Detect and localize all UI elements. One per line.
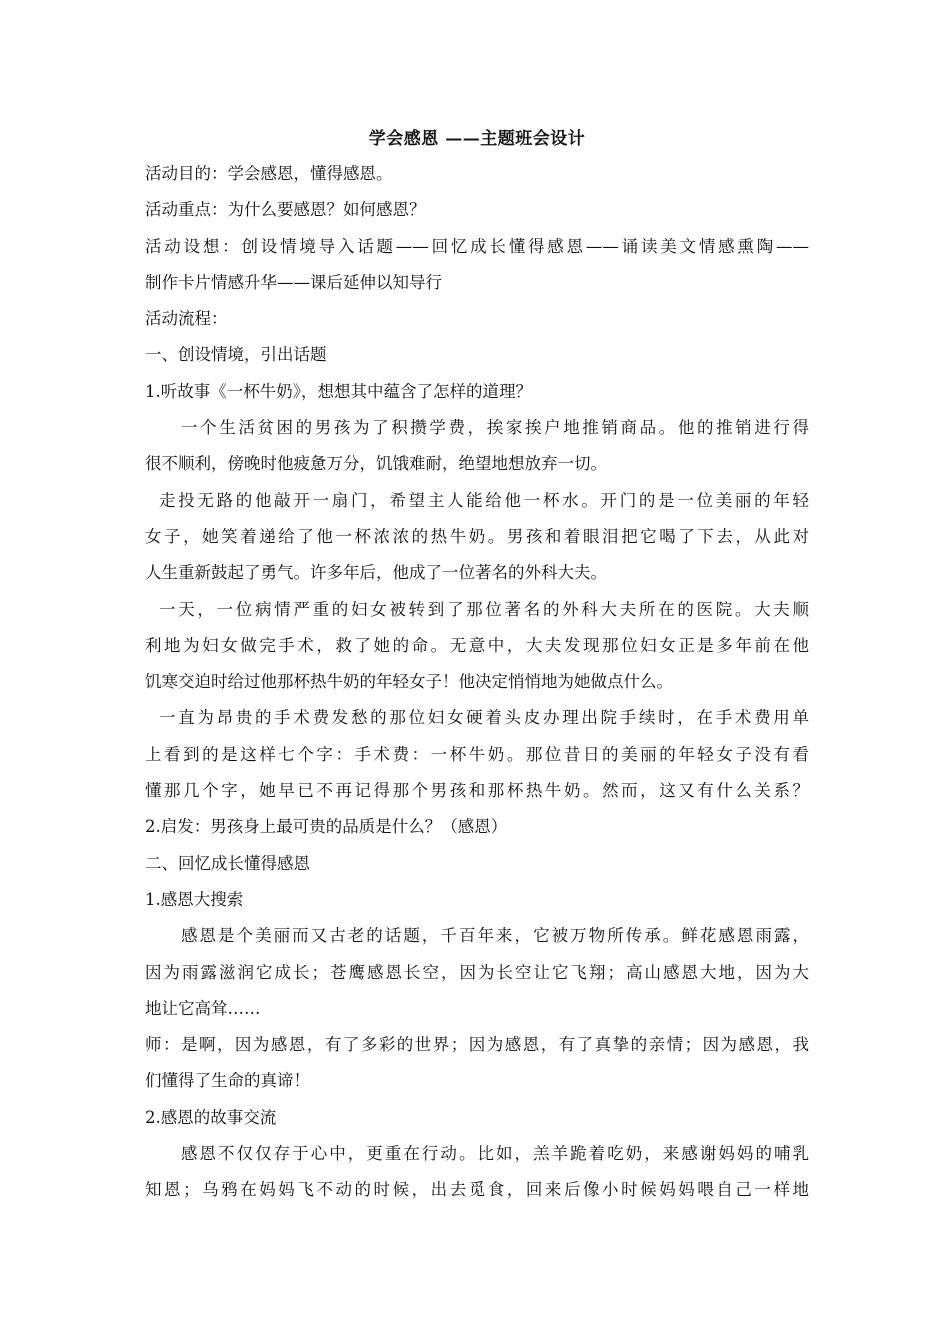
section-heading-1: 一、创设情境，引出话题 (145, 345, 327, 365)
paragraph-line: 地让它高耸…… (145, 998, 261, 1018)
story-line: 一个生活贫困的男孩为了积攒学费，挨家挨户地推销商品。他的推销进行得 (181, 418, 809, 438)
paragraph-line: 因为雨露滋润它成长；苍鹰感恩长空，因为长空让它飞翔；高山感恩大地，因为大 (145, 962, 809, 982)
teacher-line: 师：是啊，因为感恩，有了多彩的世界；因为感恩，有了真挚的亲情；因为感恩，我 (145, 1035, 809, 1055)
text-line-process: 活动流程： (145, 309, 228, 329)
text-line-plan-cont: 制作卡片情感升华——课后延伸以知导行 (145, 272, 442, 292)
story-line: 懂那几个字，她早已不再记得那个男孩和那杯热牛奶。然而，这又有什么关系？ (145, 781, 809, 801)
teacher-line: 们懂得了生命的真谛！ (145, 1071, 310, 1091)
story-line: 一天，一位病情严重的妇女被转到了那位著名的外科大夫所在的医院。大夫顺 (159, 599, 809, 619)
section-heading-2: 二、回忆成长懂得感恩 (145, 853, 310, 873)
subheading-stories: 2.感恩的故事交流 (145, 1107, 277, 1127)
subheading-inspire: 2.启发：男孩身上最可贵的品质是什么？（感恩） (145, 817, 508, 837)
story-line: 走投无路的他敲开一扇门，希望主人能给他一杯水。开门的是一位美丽的年轻 (159, 490, 809, 510)
text-line-focus: 活动重点：为什么要感恩？如何感恩？ (145, 200, 426, 220)
story-line: 人生重新鼓起了勇气。许多年后，他成了一位著名的外科大夫。 (145, 563, 607, 583)
subheading-search: 1.感恩大搜索 (145, 889, 244, 909)
story-line: 很不顺利，傍晚时他疲惫万分，饥饿难耐，绝望地想放弃一切。 (145, 454, 607, 474)
story-line: 利地为妇女做完手术，救了她的命。无意中，大夫发现那位妇女正是多年前在他 (145, 635, 809, 655)
story-line: 一直为昂贵的手术费发愁的那位妇女硬着头皮办理出院手续时，在手术费用单 (159, 708, 809, 728)
story-line: 女子，她笑着递给了他一杯浓浓的热牛奶。男孩和着眼泪把它喝了下去，从此对 (145, 526, 809, 546)
subheading-story: 1.听故事《一杯牛奶》，想想其中蕴含了怎样的道理？ (145, 381, 532, 401)
story-line: 上看到的是这样七个字：手术费：一杯牛奶。那位昔日的美丽的年轻女子没有看 (145, 744, 809, 764)
document-title: 学会感恩 ——主题班会设计 (368, 129, 586, 149)
paragraph-line: 感恩是个美丽而又古老的话题，千百年来，它被万物所传承。鲜花感恩雨露， (181, 926, 809, 946)
paragraph-line: 感恩不仅仅存于心中，更重在行动。比如，羔羊跪着吃奶，来感谢妈妈的哺乳 (181, 1144, 809, 1164)
paragraph-line: 知恩；乌鸦在妈妈飞不动的时候，出去觅食，回来后像小时候妈妈喂自己一样地 (145, 1180, 809, 1200)
text-line-purpose: 活动目的：学会感恩，懂得感恩。 (145, 164, 393, 183)
text-line-plan: 活动设想：创设情境导入话题——回忆成长懂得感恩——诵读美文情感熏陶—— (145, 236, 809, 256)
story-line: 饥寒交迫时给过他那杯热牛奶的年轻女子！他决定悄悄地为她做点什么。 (145, 672, 673, 692)
document-body (145, 122, 809, 1209)
